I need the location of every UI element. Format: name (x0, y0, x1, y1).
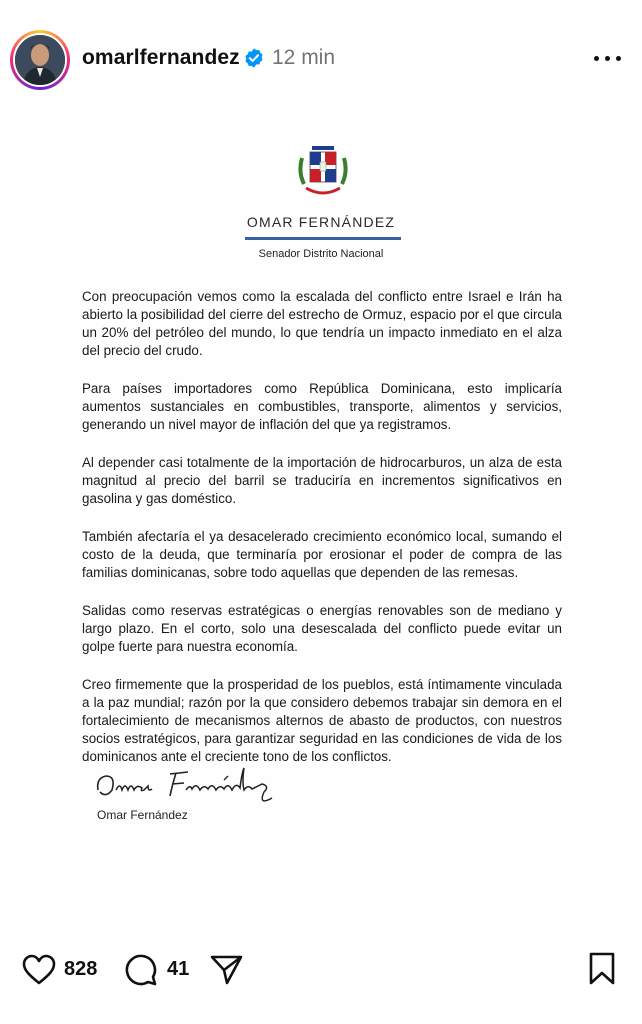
post-header (0, 0, 642, 100)
paragraph: Creo firmemente que la prosperidad de los pueblos, está íntimamente vinculada a la paz mundial; razón por la que considero debemos trabajar sin demora en el fortalecimiento de mecanismos alternos de abasto de productos, con nuestros socios estratégicos, para garantizar seguridad en las condiciones de vida de los dominicanos ante el creciente tono de los conflictos. (82, 677, 562, 764)
paragraph: Para países importadores como República Dominicana, esto implicaría aumentos sustanciales en combustibles, transporte, alimentos y servicios, generando un nivel mayor de inflación del que ya registramos. (82, 381, 562, 432)
heart-icon[interactable] (22, 954, 56, 986)
username[interactable]: omarlfernandez (82, 46, 240, 69)
coat-of-arms-emblem (296, 144, 350, 202)
avatar[interactable] (13, 33, 67, 87)
paragraph: Con preocupación vemos como la escalada del conflicto entre Israel e Irán ha abierto la posibilidad del cierre del estrecho de Ormuz, espacio por el que circula un 20% del petróleo del mundo, lo que tendría un impacto inmediato en el alza del precio del crudo. (82, 289, 562, 358)
bookmark-icon[interactable] (588, 952, 616, 986)
more-options-icon[interactable] (594, 56, 622, 64)
paragraph: Salidas como reservas estratégicas o energías renovables son de mediano y largo plazo. En el corto, solo una desescalada del conflicto puede evitar un golpe fuerte para nuestra economía. (82, 603, 562, 654)
story-ring[interactable] (10, 30, 70, 90)
post-image[interactable] (0, 100, 642, 930)
document-name: OMAR FERNÁNDEZ (246, 214, 396, 230)
verified-badge-icon (243, 47, 265, 69)
avatar-photo (15, 35, 65, 85)
comment-icon[interactable] (124, 953, 158, 987)
comments-count[interactable]: 41 (167, 958, 190, 980)
handwritten-signature (92, 762, 292, 812)
post-actions (0, 930, 642, 1024)
share-icon[interactable] (210, 954, 244, 986)
post-time: 12 min (272, 46, 336, 69)
likes-count[interactable]: 828 (64, 958, 98, 980)
signature-name: Omar Fernández (97, 808, 188, 822)
title-underline (245, 237, 401, 240)
statement-body (82, 288, 562, 786)
paragraph: Al depender casi totalmente de la importación de hidrocarburos, un alza de esta magnitud al precio del barril se traduciría en incrementos significativos en gasolina y gas doméstico. (82, 455, 562, 506)
document-subtitle: Senador Distrito Nacional (258, 248, 384, 260)
paragraph: También afectaría el ya desacelerado crecimiento económico local, sumando el costo de la deuda, que terminaría por erosionar el poder de compra de las familias dominicanas, sobre todo aquellas que dependen de las remesas. (82, 529, 562, 580)
